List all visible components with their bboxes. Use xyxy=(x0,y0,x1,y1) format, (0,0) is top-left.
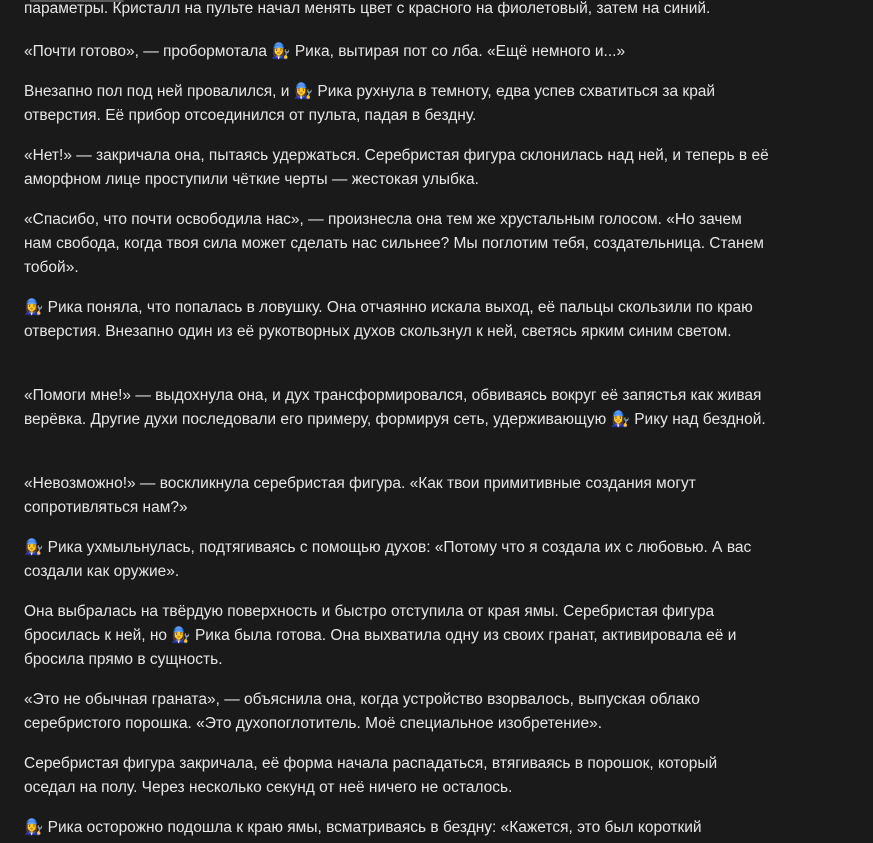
paragraph-7: «Невозможно!» — воскликнула серебристая фигура. «Как твои примитивные создания могут сопротивляться нам?» xyxy=(24,475,696,516)
paragraph-9: Она выбралась на твёрдую поверхность и быстро отступила от края ямы. Серебристая фигура бросилась к ней, но 👩‍🔧 Рика была готова. Она выхватила одну из своих гранат, активировала её и бросила прямо в сущность. xyxy=(24,603,737,668)
paragraph-5: 👩‍🔧 Рика поняла, что попалась в ловушку. Она отчаянно искала выход, её пальцы скользили по краю отверстия. Внезапно один из её рукотворных духов скользнул к ней, светясь ярким синим светом. xyxy=(24,299,753,340)
paragraph-10: «Это не обычная граната», — объяснила она, когда устройство взорвалось, выпуская облако серебристого порошка. «Это духопоглотитель. Моё специальное изобретение». xyxy=(24,691,700,732)
paragraph-6: «Помоги мне!» — выдохнула она, и дух трансформировался, обвиваясь вокруг её запястья как живая верёвка. Другие духи последовали его примеру, формируя сеть, удерживающую 👩‍🔧 Рику над бездной. xyxy=(24,387,766,428)
paragraph-1: «Почти готово», — пробормотала 👩‍🔧 Рика, вытирая пот со лба. «Ещё немного и...» xyxy=(24,43,626,60)
paragraph-11: Серебристая фигура закричала, её форма начала распадаться, втягиваясь в порошок, который оседал на полу. Через несколько секунд от неё ничего не осталось. xyxy=(24,755,718,796)
paragraph-8: 👩‍🔧 Рика ухмыльнулась, подтягиваясь с помощью духов: «Потому что я создала их с любовью. А вас создали как оружие». xyxy=(24,539,752,580)
bottom-fade xyxy=(0,837,873,843)
paragraph-4: «Спасибо, что почти освободила нас», — произнесла она тем же хрустальным голосом. «Но зачем нам свобода, когда твоя сила может сделать нас сильнее? Мы поглотим тебя, создательница. Станем тобой». xyxy=(24,211,764,276)
paragraph-2: Внезапно пол под ней провалился, и 👩‍🔧 Рика рухнула в темноту, едва успев схватиться за край отверстия. Её прибор отсоединился от пульта, падая в бездну. xyxy=(24,83,716,124)
paragraph-3: «Нет!» — закричала она, пытаясь удержаться. Серебристая фигура склонилась над ней, и теперь в её аморфном лице проступили чёткие черты — жестокая улыбка. xyxy=(24,147,769,188)
paragraph-12: 👩‍🔧 Рика осторожно подошла к краю ямы, всматриваясь в бездну: «Кажется, это был короткий xyxy=(24,819,702,836)
